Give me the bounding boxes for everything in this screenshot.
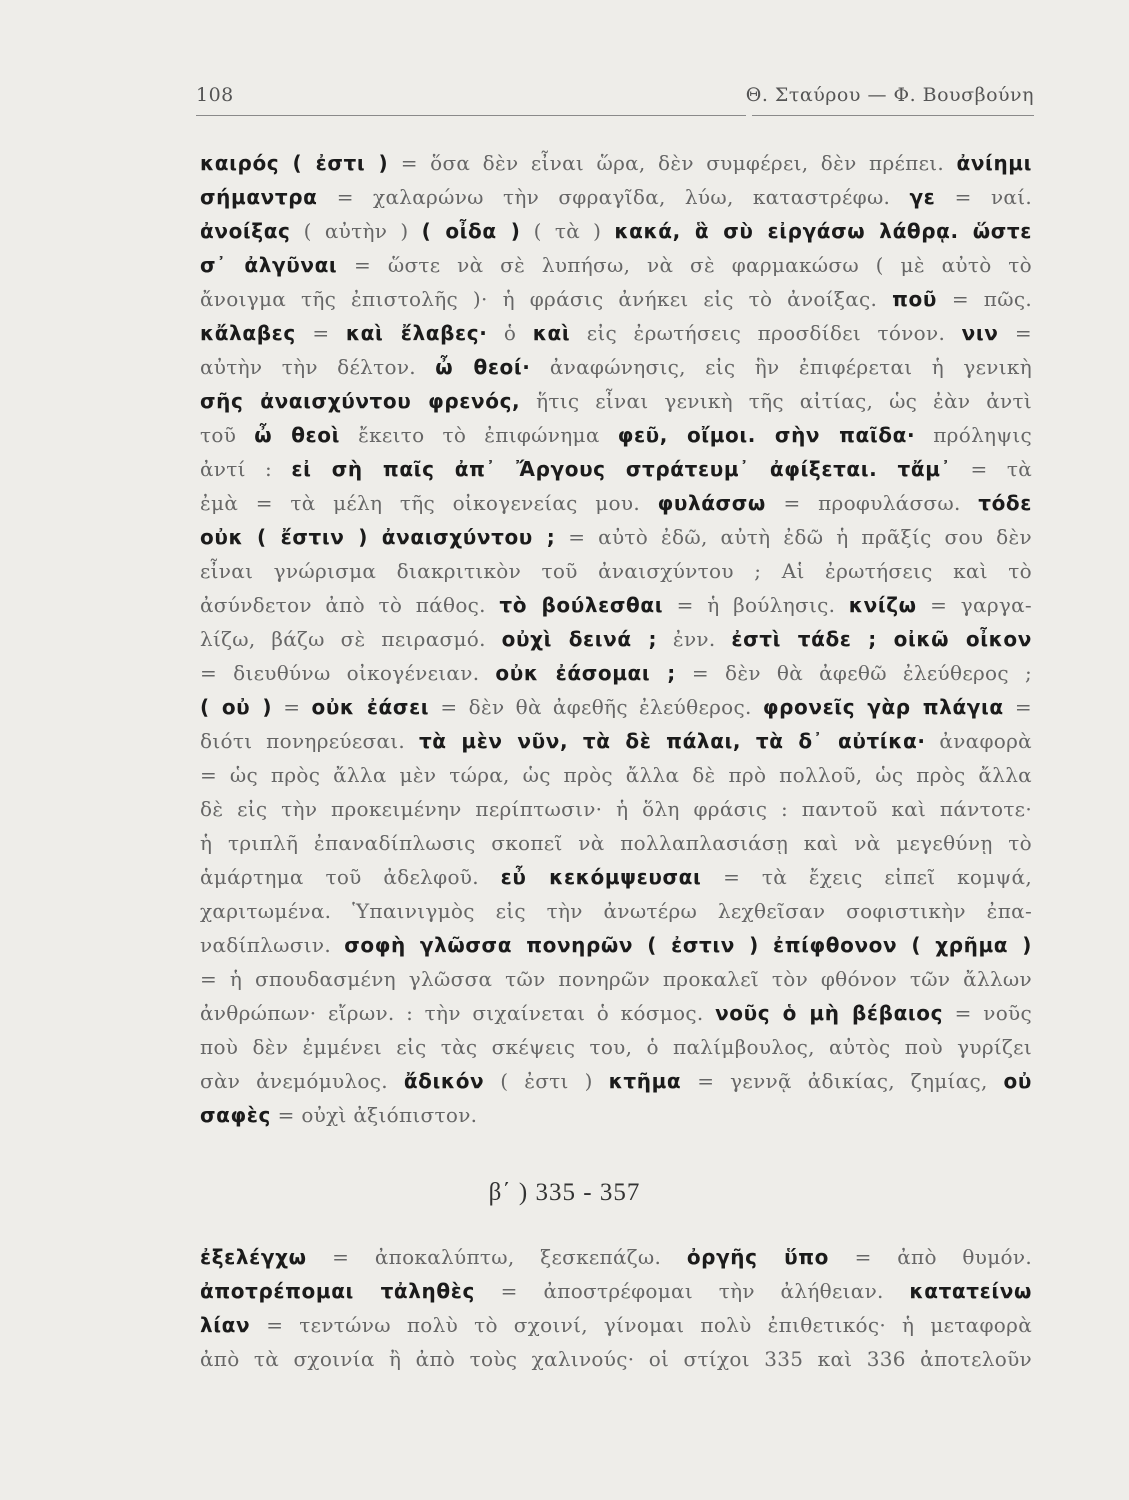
gloss-text: ἐνν. — [657, 627, 732, 651]
lemma-term: τὰ μὲν νῦν, τὰ δὲ πάλαι, τὰ δ᾿ αὐτίκα· — [418, 729, 926, 753]
gloss-text: = — [1003, 695, 1032, 719]
gloss-text: = ἀποστρέφομαι τὴν ἀλήθειαν. — [474, 1279, 910, 1303]
gloss-text: τοῦ — [200, 423, 255, 447]
gloss-text: = ἡ σπουδασμένη γλῶσσα τῶν πονηρῶν προκαλεῖ τὸν φθόνον τῶν ἄλλων — [200, 967, 1032, 991]
gloss-text: ἀνθρώπων· εἴρων. : τὴν σιχαίνεται ὁ κόσμος. — [200, 1001, 716, 1025]
lemma-term: οὐ — [1003, 1069, 1032, 1093]
gloss-text: ἥτις εἶναι γενικὴ τῆς αἰτίας, ὡς ἐὰν ἀντὶ — [520, 389, 1032, 413]
lemma-term: οὐχὶ δεινά ; — [501, 627, 658, 651]
text-line — [200, 1064, 1032, 1098]
text-line — [200, 554, 1032, 588]
gloss-text: ἐμὰ = τὰ μέλη τῆς οἰκογενείας μου. — [200, 491, 658, 515]
text-line — [200, 690, 1032, 724]
text-line — [200, 1342, 1032, 1376]
text-line — [200, 180, 1032, 214]
lemma-term: ἀνοίξας — [200, 219, 291, 243]
gloss-text: = ἡ βούλησις. — [663, 593, 849, 617]
lemma-term: ὦ θεοί· — [435, 355, 531, 379]
gloss-text: ὁ — [487, 321, 533, 345]
gloss-text: ἄνοιγμα τῆς ἐπιστολῆς )· ἡ φράσις ἀνήκει εἰς τὸ ἀνοίξας. — [200, 287, 893, 311]
text-line — [200, 1098, 1032, 1132]
gloss-text: = αὐτὸ ἐδῶ, αὐτὴ ἐδῶ ἡ πρᾶξίς σου δὲν — [555, 525, 1033, 549]
gloss-text: = γεννᾷ ἀδικίας, ζημίας, — [681, 1069, 1004, 1093]
gloss-text: σὰν ἀνεμόμυλος. — [200, 1069, 404, 1093]
gloss-text: = ναί. — [935, 185, 1033, 209]
lemma-term: καὶ — [532, 321, 571, 345]
gloss-text: αὐτὴν τὴν δέλτον. — [200, 355, 436, 379]
lemma-term: οὐκ ἐάσει — [311, 695, 430, 719]
lemma-term: ( οὐ ) — [200, 695, 273, 719]
lemma-term: κατατείνω — [909, 1279, 1032, 1303]
gloss-text: ἁμάρτημα τοῦ ἀδελφοῦ. — [200, 865, 501, 889]
lemma-term: ἐστὶ τάδε ; οἰκῶ οἶκον — [731, 627, 1032, 651]
text-line — [200, 418, 1032, 452]
lemma-term: σοφὴ γλῶσσα πονηρῶν ( ἐστιν ) ἐπίφθονον ( χρῆμα ) — [344, 933, 1032, 957]
lemma-term: κτῆμα — [608, 1069, 682, 1093]
header-rule-left — [196, 115, 746, 116]
gloss-text: = — [295, 321, 346, 345]
text-line — [200, 1240, 1032, 1274]
text-line — [200, 214, 1032, 248]
section-heading: β΄ ) 335 - 357 — [488, 1179, 641, 1206]
gloss-text: = τὰ ἔχεις εἰπεῖ κομψά, — [701, 865, 1032, 889]
lemma-term: καιρός ( ἐστι ) — [200, 151, 389, 175]
gloss-text: πρόληψις — [915, 423, 1032, 447]
lemma-term: καὶ ἔλαβες· — [345, 321, 488, 345]
gloss-text: ἀναφορὰ — [925, 729, 1032, 753]
gloss-text: = νοῦς — [943, 1001, 1032, 1025]
gloss-text: = διευθύνω οἰκογένειαν. — [200, 661, 496, 685]
gloss-text: λίζω, βάζω σὲ πειρασμό. — [200, 627, 502, 651]
text-line — [200, 384, 1032, 418]
text-line — [200, 248, 1032, 282]
gloss-text: δὲ εἰς τὴν προκειμένην περίπτωσιν· ἡ ὅλη φράσις : παντοῦ καὶ πάντοτε· — [200, 797, 1032, 821]
gloss-text: ( ἐστι ) — [484, 1069, 609, 1093]
gloss-text: εἰς ἐρωτήσεις προσδίδει τόνον. — [570, 321, 962, 345]
text-line — [200, 1274, 1032, 1308]
gloss-text: = πῶς. — [936, 287, 1032, 311]
gloss-text: ( αὐτὴν ) — [290, 219, 422, 243]
text-line — [200, 622, 1032, 656]
gloss-text: ἀναφώνησις, εἰς ἣν ἐπιφέρεται ἡ γενικὴ — [530, 355, 1032, 379]
gloss-text: = δὲν θὰ ἀφεθῆς ἐλεύθερος. — [429, 695, 763, 719]
text-line — [200, 826, 1032, 860]
gloss-text: ἀσύνδετον ἀπὸ τὸ πάθος. — [200, 593, 500, 617]
lemma-term: ποῦ — [892, 287, 937, 311]
header-rule-right — [752, 115, 1034, 116]
lemma-term: γε — [909, 185, 936, 209]
lemma-term: εἰ σὴ παῖς ἀπ᾿ Ἄργους στράτευμ᾿ ἀφίξεται. τἄμ᾿ — [291, 457, 952, 481]
lemma-term: νιν — [961, 321, 999, 345]
text-line — [200, 282, 1032, 316]
text-line — [200, 724, 1032, 758]
gloss-text: = γαργα- — [916, 593, 1032, 617]
gloss-text: = ἀποκαλύπτω, ξεσκεπάζω. — [306, 1245, 687, 1269]
lemma-term: κνίζω — [848, 593, 917, 617]
text-line — [200, 350, 1032, 384]
gloss-text: διότι πονηρεύεσαι. — [200, 729, 419, 753]
lemma-term: ἐξελέγχω — [200, 1245, 307, 1269]
lemma-term: σαφὲς — [200, 1103, 271, 1127]
text-line — [200, 962, 1032, 996]
gloss-text: = προφυλάσσω. — [765, 491, 979, 515]
gloss-text: εἶναι γνώρισμα διακριτικὸν τοῦ ἀναισχύντου ; Αἱ ἐρωτήσεις καὶ τὸ — [200, 559, 1032, 583]
lemma-term: σῆς ἀναισχύντου φρενός, — [200, 389, 521, 413]
lemma-term: τὸ βούλεσθαι — [499, 593, 664, 617]
lemma-term: ὀργῆς ὕπο — [686, 1245, 829, 1269]
lemma-term: σήμαντρα — [200, 185, 318, 209]
text-line — [200, 588, 1032, 622]
text-line — [200, 486, 1032, 520]
gloss-text: = ὥστε νὰ σὲ λυπήσω, νὰ σὲ φαρμακώσω ( μὲ αὐτὸ τὸ — [337, 253, 1032, 277]
gloss-text: = ὡς πρὸς ἄλλα μὲν τώρα, ὡς πρὸς ἄλλα δὲ πρὸ πολλοῦ, ὡς πρὸς ἄλλα — [200, 763, 1032, 787]
text-line — [200, 792, 1032, 826]
lemma-term: φυλάσσω — [657, 491, 766, 515]
text-line — [200, 860, 1032, 894]
lemma-term: κακά, ἃ σὺ εἰργάσω λάθρᾳ. ὥστε — [614, 219, 1032, 243]
text-line — [200, 656, 1032, 690]
lemma-term: σ᾿ ἀλγῦναι — [200, 253, 338, 277]
gloss-text: ( τὰ ) — [520, 219, 615, 243]
lemma-term: ἀποτρέπομαι τἀληθὲς — [200, 1279, 475, 1303]
gloss-text: ἔκειτο τὸ ἐπιφώνημα — [340, 423, 618, 447]
lemma-term: φεῦ, οἴμοι. σὴν παῖδα· — [617, 423, 916, 447]
text-line — [200, 520, 1032, 554]
gloss-text: = ὅσα δὲν εἶναι ὥρα, δὲν συμφέρει, δὲν πρέπει. — [388, 151, 957, 175]
gloss-text: = οὐχὶ ἀξιόπιστον. — [270, 1103, 478, 1127]
lemma-term: οὐκ ( ἔστιν ) ἀναισχύντου ; — [200, 525, 556, 549]
commentary-paragraph-1 — [200, 146, 1032, 1132]
text-line — [200, 996, 1032, 1030]
text-line — [200, 928, 1032, 962]
text-line — [200, 758, 1032, 792]
lemma-term: τόδε — [978, 491, 1032, 515]
text-line — [200, 316, 1032, 350]
gloss-text: = — [272, 695, 312, 719]
lemma-term: φρονεῖς γὰρ πλάγια — [762, 695, 1004, 719]
gloss-text: = χαλαρώνω τὴν σφραγῖδα, λύω, καταστρέφω. — [317, 185, 910, 209]
running-head — [196, 84, 1034, 114]
lemma-term: ἄδικόν — [403, 1069, 485, 1093]
gloss-text: = δὲν θὰ ἀφεθῶ ἐλεύθερος ; — [675, 661, 1032, 685]
gloss-text: = τεντώνω πολὺ τὸ σχοινί, γίνομαι πολὺ ἐπιθετικός· ἡ μεταφορὰ — [250, 1313, 1032, 1337]
gloss-text: = τὰ — [951, 457, 1032, 481]
page-number: 108 — [196, 84, 234, 106]
lemma-term: ἀνίημι — [956, 151, 1032, 175]
lemma-term: εὖ κεκόμψευσαι — [500, 865, 702, 889]
lemma-term: λίαν — [200, 1313, 251, 1337]
lemma-term: ( οἶδα ) — [421, 219, 521, 243]
gloss-text: ναδίπλωσιν. — [200, 933, 345, 957]
text-line — [200, 1308, 1032, 1342]
lemma-term: νοῦς ὁ μὴ βέβαιος — [715, 1001, 944, 1025]
gloss-text: = ἀπὸ θυμόν. — [828, 1245, 1032, 1269]
text-line — [200, 452, 1032, 486]
text-line — [200, 146, 1032, 180]
gloss-text: χαριτωμένα. Ὑπαινιγμὸς εἰς τὴν ἀνωτέρω λεχθεῖσαν σοφιστικὴν ἐπα- — [200, 899, 1032, 923]
lemma-term: ὦ θεοὶ — [254, 423, 340, 447]
commentary-paragraph-2 — [200, 1240, 1032, 1376]
lemma-term: οὐκ ἐάσομαι ; — [495, 661, 676, 685]
running-head-authors: Θ. Σταύρου — Φ. Βουσβούνη — [745, 84, 1034, 106]
text-line — [200, 1030, 1032, 1064]
gloss-text: ἀπὸ τὰ σχοινία ἢ ἀπὸ τοὺς χαλινούς· οἱ στίχοι 335 καὶ 336 ἀποτελοῦν — [200, 1347, 1032, 1371]
gloss-text: = — [998, 321, 1032, 345]
gloss-text: ποὺ δὲν ἐμμένει εἰς τὰς σκέψεις του, ὁ παλίμβουλος, αὐτὸς ποὺ γυρίζει — [200, 1035, 1032, 1059]
lemma-term: κἄλαβες — [200, 321, 296, 345]
text-line — [200, 894, 1032, 928]
gloss-text: ἀντί : — [200, 457, 292, 481]
gloss-text: ἡ τριπλῆ ἐπαναδίπλωσις σκοπεῖ νὰ πολλαπλασιάσῃ καὶ νὰ μεγεθύνῃ τὸ — [200, 831, 1032, 855]
